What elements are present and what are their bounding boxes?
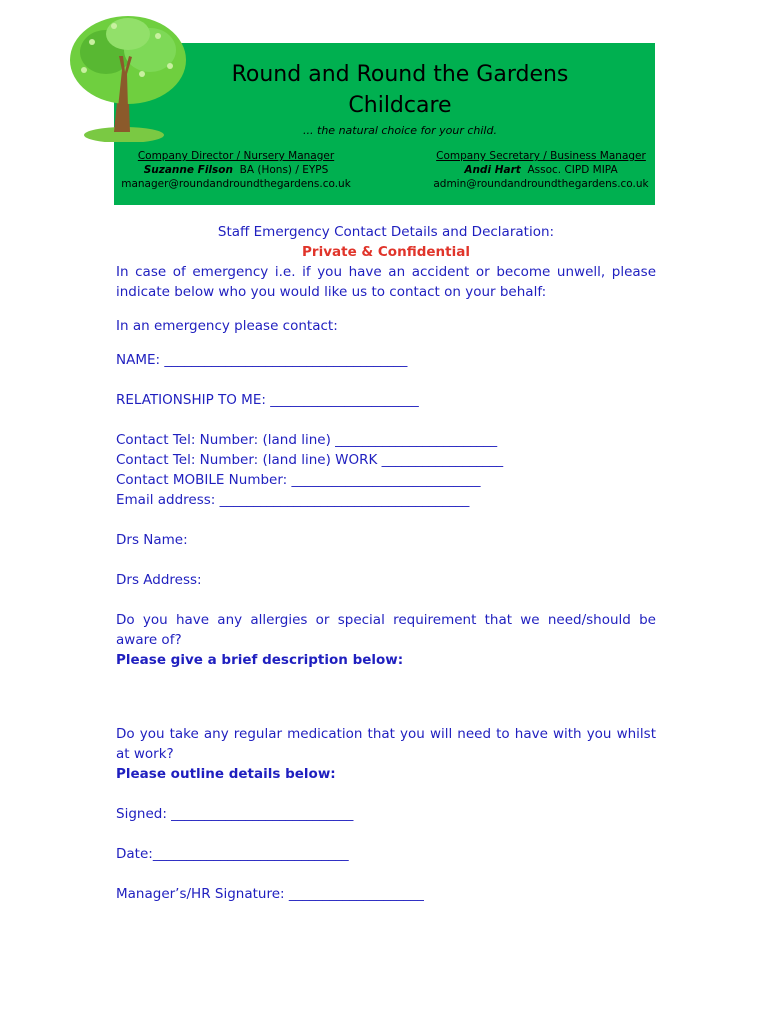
contact-prompt: In an emergency please contact: (116, 318, 338, 334)
director-contact-block (116, 149, 356, 191)
director-name: Suzanne Filson (143, 164, 233, 176)
secretary-quals: Assoc. CIPD MIPA (527, 164, 618, 176)
form-intro: In case of emergency i.e. if you have an accident or become unwell, please indicate below who you would like us to contact on your behalf: (116, 264, 656, 300)
drs-name-field[interactable]: Drs Name: (116, 532, 188, 548)
secretary-role: Company Secretary / Business Manager (436, 150, 646, 162)
director-email: manager@roundandroundthegardens.co.uk (121, 178, 351, 190)
manager-signature-field[interactable]: Manager’s/HR Signature: ____________________ (116, 886, 424, 902)
director-role: Company Director / Nursery Manager (137, 150, 335, 162)
secretary-email: admin@roundandroundthegardens.co.uk (433, 178, 649, 190)
relationship-field[interactable]: RELATIONSHIP TO ME: ______________________ (116, 392, 419, 408)
allergies-instruction: Please give a brief description below: (116, 652, 404, 668)
director-quals: BA (Hons) / EYPS (239, 164, 329, 176)
form-body (116, 222, 656, 904)
date-field[interactable]: Date:_____________________________ (116, 846, 349, 862)
medication-question: Do you take any regular medication that you will need to have with you whilst at work? (116, 726, 656, 762)
name-field[interactable]: NAME: ____________________________________ (116, 352, 408, 368)
form-heading: Staff Emergency Contact Details and Declaration: (217, 224, 555, 240)
work-tel-field[interactable]: Contact Tel: Number: (land line) WORK __________________ (116, 452, 504, 468)
mobile-field[interactable]: Contact MOBILE Number: ____________________________ (116, 472, 481, 488)
allergies-question: Do you have any allergies or special requirement that we need/should be aware of? (116, 612, 656, 648)
company-title-line2: Childcare (348, 93, 452, 118)
landline-field[interactable]: Contact Tel: Number: (land line) ________________________ (116, 432, 498, 448)
drs-address-field[interactable]: Drs Address: (116, 572, 202, 588)
medication-instruction: Please outline details below: (116, 766, 336, 782)
secretary-name: Andi Hart (464, 164, 521, 176)
form-subheading: Private & Confidential (302, 244, 470, 260)
email-field[interactable]: Email address: _____________________________________ (116, 492, 470, 508)
company-tagline: ... the natural choice for your child. (303, 124, 497, 137)
signed-field[interactable]: Signed: ___________________________ (116, 806, 354, 822)
company-title-line1: Round and Round the Gardens (231, 62, 569, 87)
secretary-contact-block (415, 149, 667, 191)
